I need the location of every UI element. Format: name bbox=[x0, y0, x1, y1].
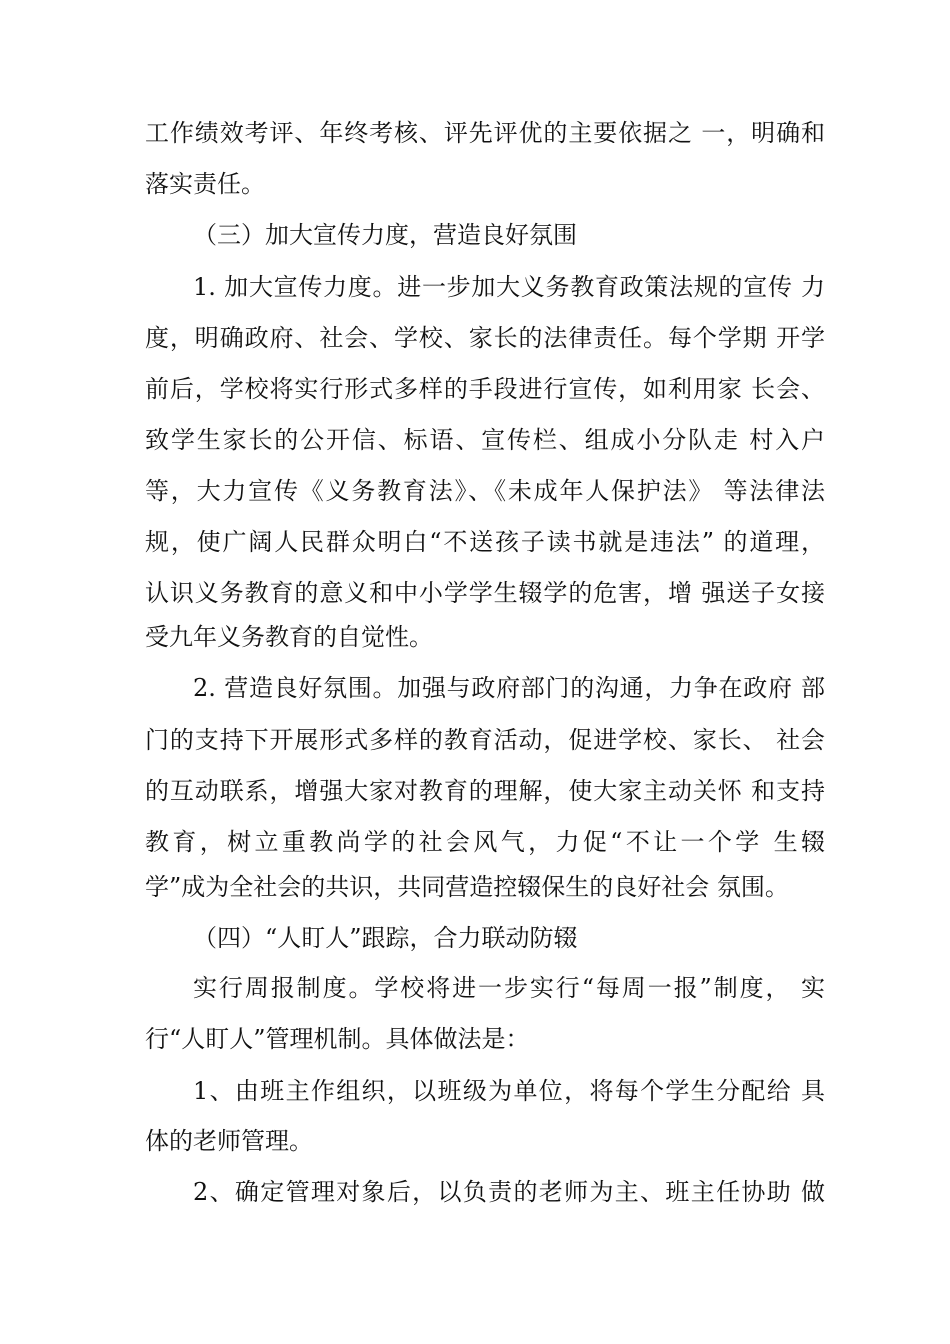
text-line-11: 受九年义务教育的自觉性。 bbox=[145, 623, 433, 651]
text-line-13: 门的支持下开展形式多样的教育活动，促进学校、家长、 社会 bbox=[145, 726, 825, 754]
text-line-7: 致学生家长的公开信、标语、宣传栏、组成小分队走 村入户 bbox=[145, 426, 825, 454]
text-line-14: 的互动联系，增强大家对教育的理解，使大家主动关怀 和支持 bbox=[145, 777, 825, 805]
text-line-18: 实行周报制度。学校将进一步实行“每周一报”制度， 实 bbox=[193, 974, 825, 1002]
text-line-2: 落实责任。 bbox=[145, 170, 265, 198]
section-heading-4: （四）“人盯人”跟踪，合力联动防辍 bbox=[193, 924, 578, 952]
text-line-9: 规，使广阔人民群众明白“不送孩子读书就是违法” 的道理， bbox=[145, 528, 825, 556]
text-line-8: 等，大力宣传《义务教育法》、《未成年人保护法》 等法律法 bbox=[145, 477, 825, 505]
text-line-5: 度，明确政府、社会、学校、家长的法律责任。每个学期 开学 bbox=[145, 324, 825, 352]
text-line-20: 1、由班主作组织，以班级为单位，将每个学生分配给 具 bbox=[193, 1077, 825, 1105]
section-heading-3: （三）加大宣传力度，营造良好氛围 bbox=[193, 221, 577, 249]
text-line-21: 体的老师管理。 bbox=[145, 1127, 313, 1155]
text-line-10: 认识义务教育的意义和中小学学生辍学的危害，增 强送子女接 bbox=[145, 579, 825, 607]
text-line-19: 行“人盯人”管理机制。具体做法是： bbox=[145, 1025, 530, 1053]
text-line-6: 前后，学校将实行形式多样的手段进行宣传，如利用家 长会、 bbox=[145, 375, 825, 403]
text-line-12: 2. 营造良好氛围。加强与政府部门的沟通，力争在政府 部 bbox=[193, 674, 825, 702]
text-line-1: 工作绩效考评、年终考核、评先评优的主要依据之 一，明确和 bbox=[145, 119, 825, 147]
text-line-4: 1. 加大宣传力度。进一步加大义务教育政策法规的宣传 力 bbox=[193, 273, 825, 301]
text-line-15: 教育，树立重教尚学的社会风气，力促“不让一个学 生辍 bbox=[145, 828, 825, 856]
text-line-16: 学”成为全社会的共识，共同营造控辍保生的良好社会 氛围。 bbox=[145, 873, 789, 901]
text-line-22: 2、确定管理对象后，以负责的老师为主、班主任协助 做 bbox=[193, 1178, 825, 1206]
